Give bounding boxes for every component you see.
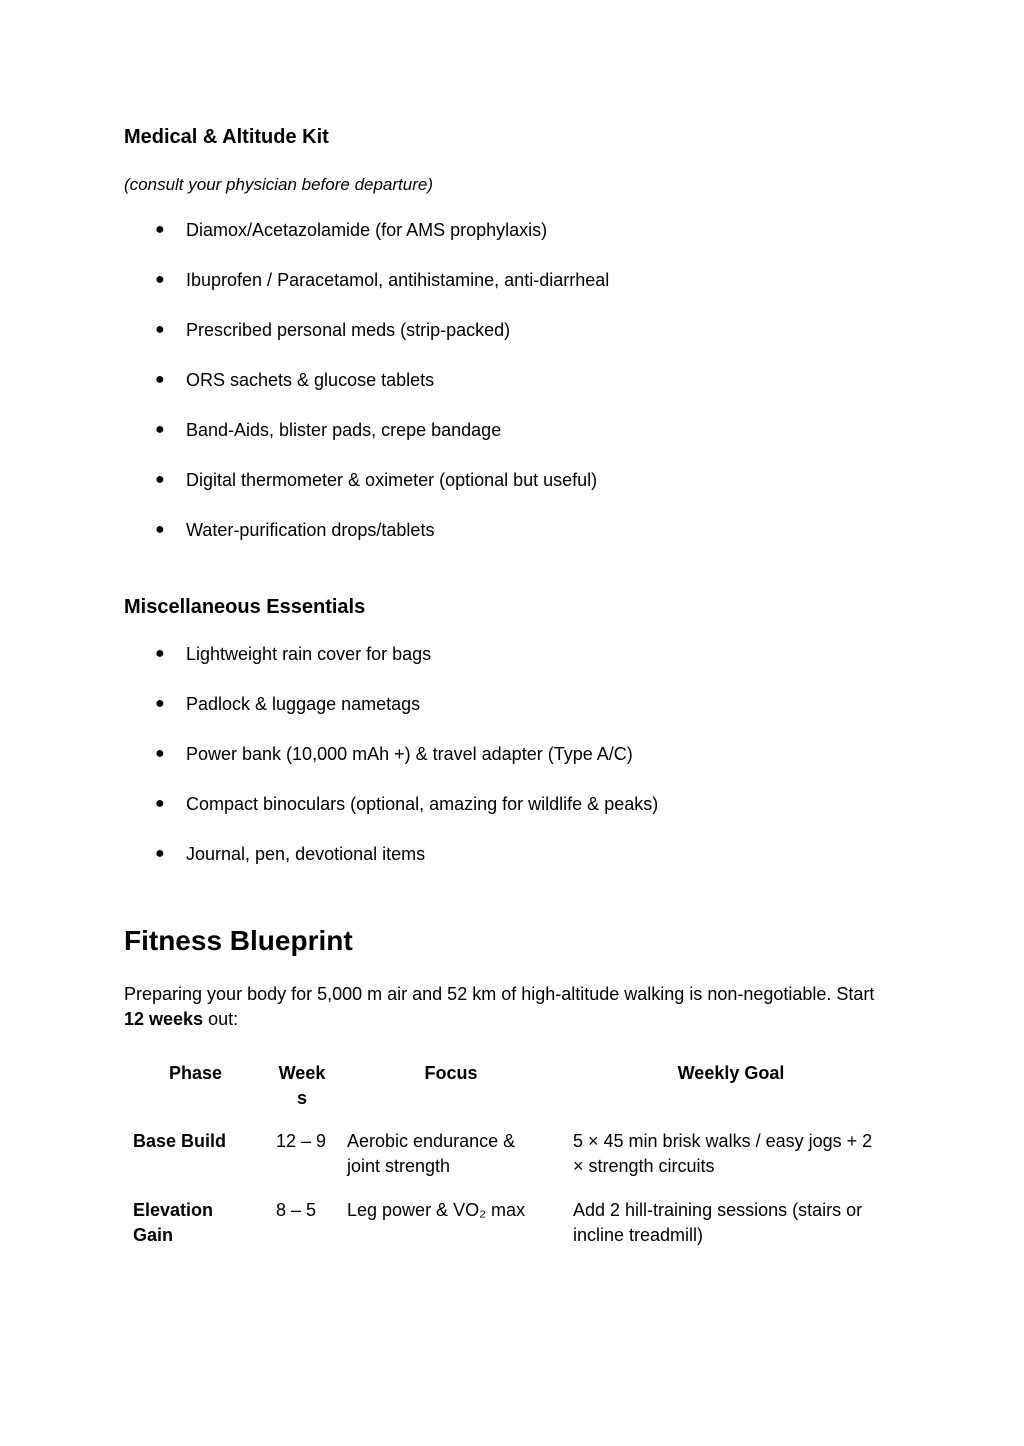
table-cell-phase: Base Build [133, 1131, 227, 1151]
table-cell-focus: Leg power & VO₂ max [347, 1200, 526, 1220]
fitness-intro: Preparing your body for 5,000 m air and 52 km of high-altitude walking is non-negotiable. Start 12 weeks out: [124, 984, 875, 1029]
physician-note: (consult your physician before departure) [124, 175, 433, 194]
bullet-icon: ● [155, 371, 165, 388]
bullet-icon: ● [155, 421, 165, 438]
table-cell-weeks: 8 – 5 [276, 1200, 317, 1220]
bullet-icon: ● [155, 321, 165, 338]
bullet-icon: ● [155, 221, 165, 238]
bullet-icon: ● [155, 521, 165, 538]
bullet-icon: ● [155, 795, 165, 812]
bullet-icon: ● [155, 745, 165, 762]
table-cell-goal: Add 2 hill-training sessions (stairs or incline treadmill) [573, 1200, 863, 1245]
table-cell-focus: Aerobic endurance & joint strength [347, 1131, 516, 1176]
page-title-fitness: Fitness Blueprint [124, 925, 353, 956]
table-cell-phase: Elevation Gain [133, 1200, 214, 1245]
section-heading-misc: Miscellaneous Essentials [124, 596, 366, 618]
table-cell-goal: 5 × 45 min brisk walks / easy jogs + 2 × strength circuits [573, 1131, 873, 1176]
table-header-phase: Phase [168, 1063, 223, 1083]
bullet-icon: ● [155, 271, 165, 288]
section-heading-medical: Medical & Altitude Kit [124, 126, 329, 148]
table-cell-weeks: 12 – 9 [276, 1131, 327, 1151]
bullet-icon: ● [155, 471, 165, 488]
document-page: Medical & Altitude Kit (consult your physician before departure) ● Diamox/Acetazolamide (for AMS prophylaxis) ● Ibuprofen / Paracetamol, antihistamine, anti-diarrheal ● Prescribed personal meds (strip-packed) ● ORS sachets & glucose tablets ● Band-Aids, blister pads, crepe bandage ● Digital thermometer & oximeter (optional but useful) ● Water-purification drops/tablets Miscellaneous Essentials ● Lightweight rain cover for bags ● Padlock & luggage nametags ● Power bank (10,000 mAh +) & travel adapter (Type A/C) ● Compact binoculars (optional, amazing for wildlife & peaks) ● Journal, pen, devotional items Fitness Blueprint Preparing your body for 5,000 m air and 52 km of high-altitude walking is non-negotiable. Start 12 weeks out: Phase Week s Focus Weekly Goal Base Build 12 – 9 Aerobic endurance & joint strength 5 × 45 min brisk walks / easy jogs + 2 × strength circuits Elevation Gain 8 – 5 Leg power & VO₂ max Add 2 hill-training sessions (stairs or incline treadmill) [0, 0, 1024, 1446]
bullet-icon: ● [155, 695, 165, 712]
bullet-icon: ● [155, 645, 165, 662]
bullet-icon: ● [155, 845, 165, 862]
table-header-goal: Weekly Goal [677, 1063, 785, 1083]
table-header-focus: Focus [424, 1063, 478, 1083]
table-header-weeks: Week s [278, 1063, 326, 1108]
